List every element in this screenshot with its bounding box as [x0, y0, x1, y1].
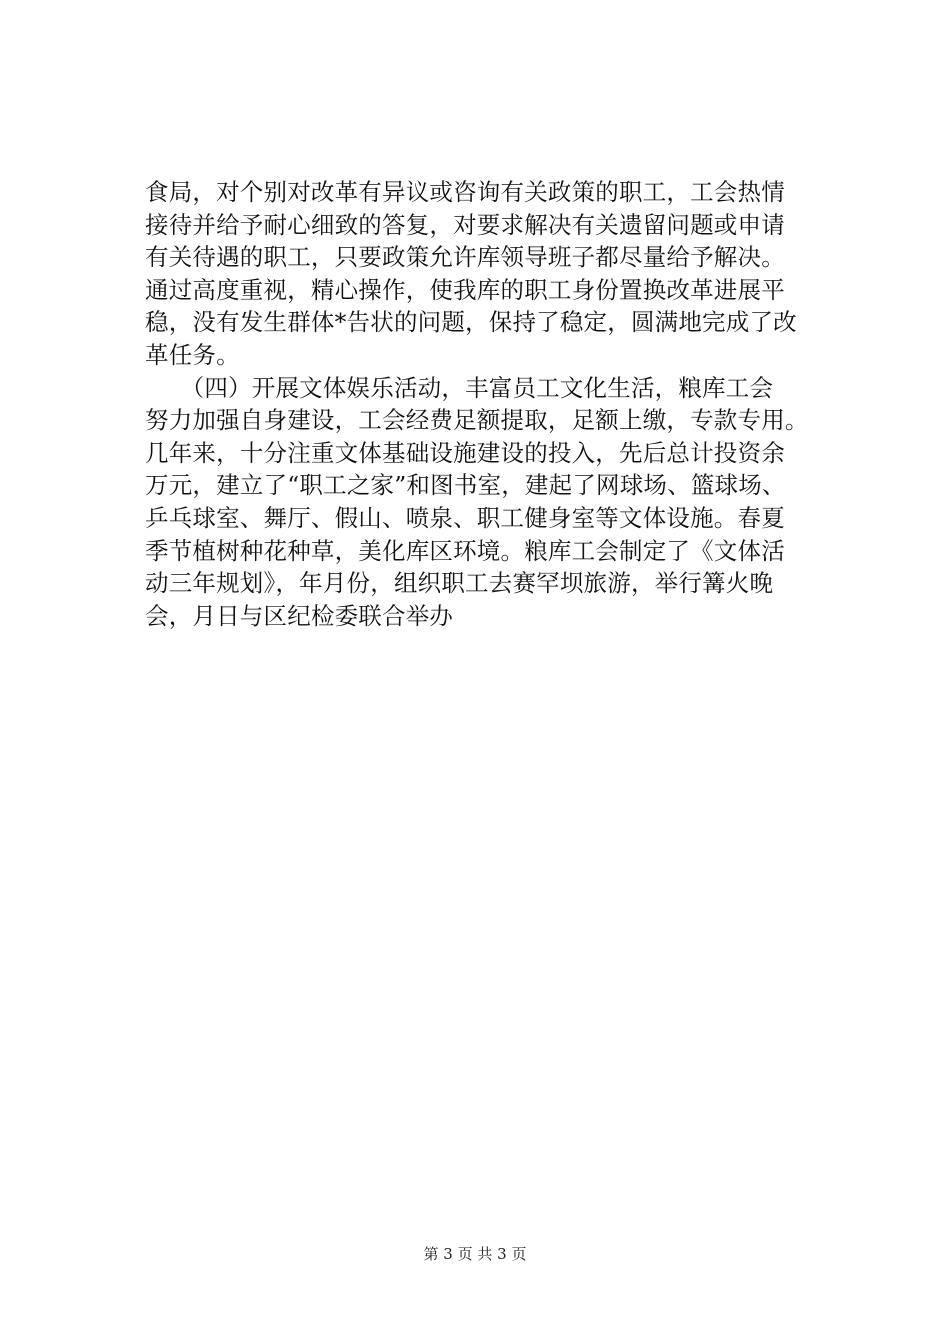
page-number-footer: 第 3 页 共 3 页 — [423, 1245, 527, 1263]
text-line: 努力加强自身建设，工会经费足额提取，足额上缴，专款专用。 — [145, 406, 809, 435]
text-line: 革任务。 — [145, 340, 240, 369]
text-line: 通过高度重视，精心操作，使我库的职工身份置换改革进展平 — [145, 275, 785, 304]
text-line: 有关待遇的职工，只要政策允许库领导班子都尽量给予解决。 — [145, 243, 785, 272]
text-line: 季节植树种花种草，美化库区环境。粮库工会制定了《文体活 — [145, 536, 785, 565]
text-line: 万元，建立了“职工之家”和图书室，建起了网球场、篮球场、 — [145, 471, 786, 500]
text-line: 接待并给予耐心细致的答复，对要求解决有关遗留问题或申请 — [145, 210, 785, 239]
text-line: 动三年规划》，年月份，组织职工去赛罕坝旅游，举行篝火晚 — [145, 569, 774, 598]
text-line: （四）开展文体娱乐活动，丰富员工文化生活，粮库工会 — [145, 373, 774, 402]
text-line: 乒乓球室、舞厅、假山、喷泉、职工健身室等文体设施。春夏 — [145, 503, 785, 532]
text-line: 几年来，十分注重文体基础设施建设的投入，先后总计投资余 — [145, 438, 785, 467]
text-line: 稳，没有发生群体*告状的问题，保持了稳定，圆满地完成了改 — [145, 308, 797, 337]
body-text — [145, 176, 835, 632]
text-line: 食局，对个别对改革有异议或咨询有关政策的职工，工会热情 — [145, 178, 785, 206]
text-line: 会，月日与区纪检委联合举办 — [145, 601, 454, 630]
